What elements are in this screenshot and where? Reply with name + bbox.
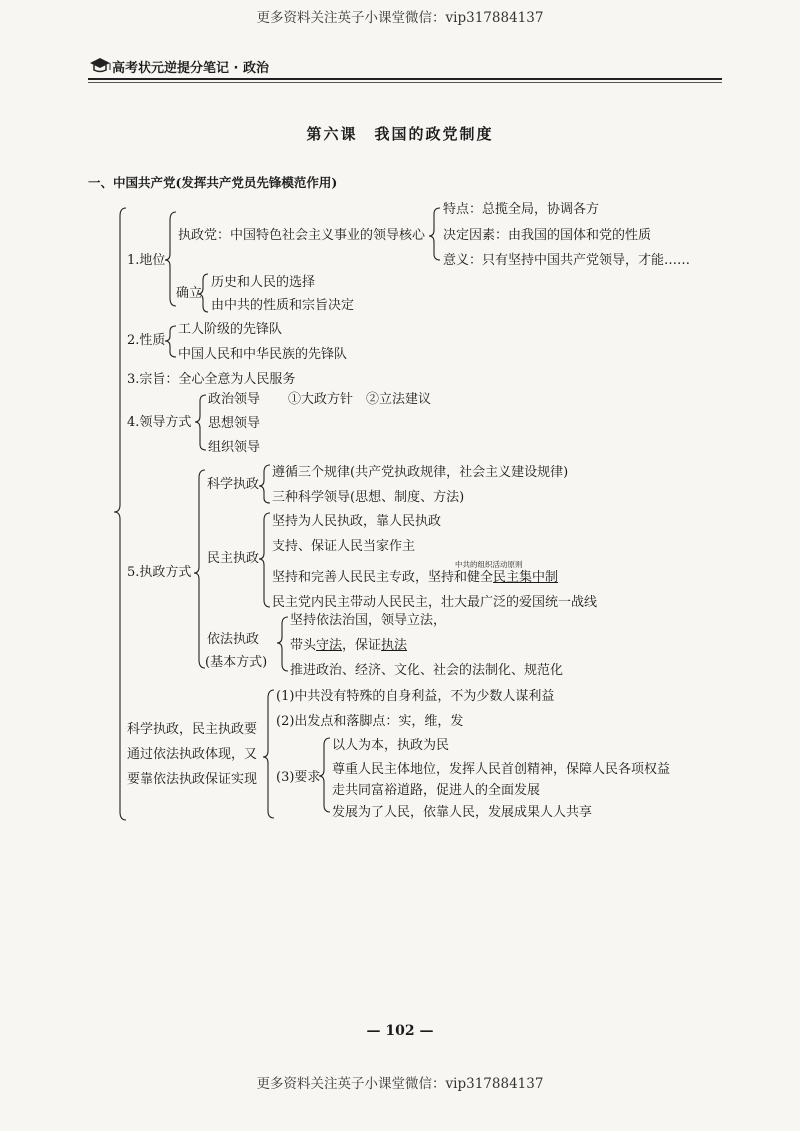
- nature-item-1: 工人阶级的先锋队: [178, 322, 283, 337]
- establish-item-1: 历史和人民的选择: [211, 275, 316, 290]
- law-governance-sub: (基本方式): [205, 655, 268, 670]
- position-label: 1.地位: [127, 253, 166, 268]
- democratic-governance-label: 民主执政: [207, 551, 260, 566]
- law-item-2-enforce: 执法: [381, 638, 408, 653]
- scientific-item-2: 三种科学领导(思想、制度、方法): [272, 490, 465, 505]
- law-item-2: [290, 638, 407, 654]
- deciding-factor-text: 决定因素：由我国的国体和党的性质: [443, 228, 652, 243]
- summary-line-1: 科学执政，民主执政要: [127, 722, 258, 737]
- democratic-item-4: 民主党内民主带动人民民主，壮大最广泛的爱国统一战线: [272, 595, 598, 610]
- law-governance-label: 依法执政: [207, 632, 260, 647]
- requirement-3: 走共同富裕道路，促进人的全面发展: [332, 783, 541, 798]
- watermark-top: 更多资料关注英子小课堂微信：vip317884137: [256, 10, 544, 26]
- law-item-3: 推进政治、经济、文化、社会的法制化、规范化: [290, 663, 564, 678]
- summary-point-1: (1)中共没有特殊的自身利益，不为少数人谋利益: [276, 689, 555, 704]
- summary-line-3: 要靠依法执政保证实现: [127, 772, 258, 787]
- page-title: 第六课 我国的政党制度: [306, 125, 494, 143]
- significance-text: 意义：只有坚持中国共产党领导，才能……: [443, 253, 691, 268]
- scientific-item-1: 遵循三个规律(共产党执政规律，社会主义建设规律): [272, 465, 569, 480]
- political-leadership-detail: ①大政方针 ②立法建议: [288, 392, 432, 407]
- democratic-item-3-a: 坚持和完善人民民主专政，坚持和健全: [272, 570, 494, 585]
- summary-line-2: 通过依法执政体现，又: [127, 747, 258, 762]
- ideological-leadership: 思想领导: [208, 416, 261, 431]
- ruling-party-text: 执政党：中国特色社会主义事业的领导核心: [178, 228, 426, 243]
- law-item-1: 坚持依法治国，领导立法，: [290, 613, 447, 628]
- nature-item-2: 中国人民和中华民族的先锋队: [178, 347, 348, 362]
- democratic-centralism-note: 中共的组织活动原则: [455, 560, 523, 569]
- establish-item-2: 由中共的性质和宗旨决定: [211, 298, 355, 313]
- page-number: — 102 —: [366, 1023, 434, 1039]
- nature-label: 2.性质: [127, 333, 166, 348]
- section-heading: 一、中国共产党(发挥共产党员先锋模范作用): [88, 175, 338, 190]
- democratic-item-1: 坚持为人民执政，靠人民执政: [272, 514, 442, 529]
- feature-text: 特点：总揽全局，协调各方: [443, 202, 600, 217]
- requirement-2: 尊重人民主体地位，发挥人民首创精神，保障人民各项权益: [332, 762, 671, 777]
- democratic-item-3: [272, 570, 558, 586]
- democratic-item-2: 支持、保证人民当家作主: [272, 539, 416, 554]
- watermark-bottom: 更多资料关注英子小课堂微信：vip317884137: [256, 1076, 544, 1092]
- header-series: 高考状元逆提分笔记 · 政治: [112, 61, 269, 76]
- requirement-4: 发展为了人民，依靠人民，发展成果人人共享: [332, 805, 593, 820]
- democratic-centralism: 民主集中制: [493, 570, 559, 585]
- organizational-leadership: 组织领导: [208, 440, 261, 455]
- leadership-label: 4.领导方式: [127, 415, 192, 430]
- establish-label: 确立: [176, 286, 203, 301]
- governance-label: 5.执政方式: [127, 565, 192, 580]
- purpose-text: 3.宗旨：全心全意为人民服务: [127, 372, 296, 387]
- summary-point-3: (3)要求: [276, 770, 321, 785]
- political-leadership: 政治领导: [208, 392, 261, 407]
- law-item-2-c: ，保证: [342, 638, 382, 653]
- requirement-1: 以人为本，执政为民: [332, 738, 450, 753]
- summary-point-2: (2)出发点和落脚点：实，维，发: [276, 714, 464, 729]
- law-item-2-a: 带头: [290, 638, 317, 653]
- scientific-governance-label: 科学执政: [207, 477, 260, 492]
- law-item-2-obey: 守法: [316, 638, 343, 653]
